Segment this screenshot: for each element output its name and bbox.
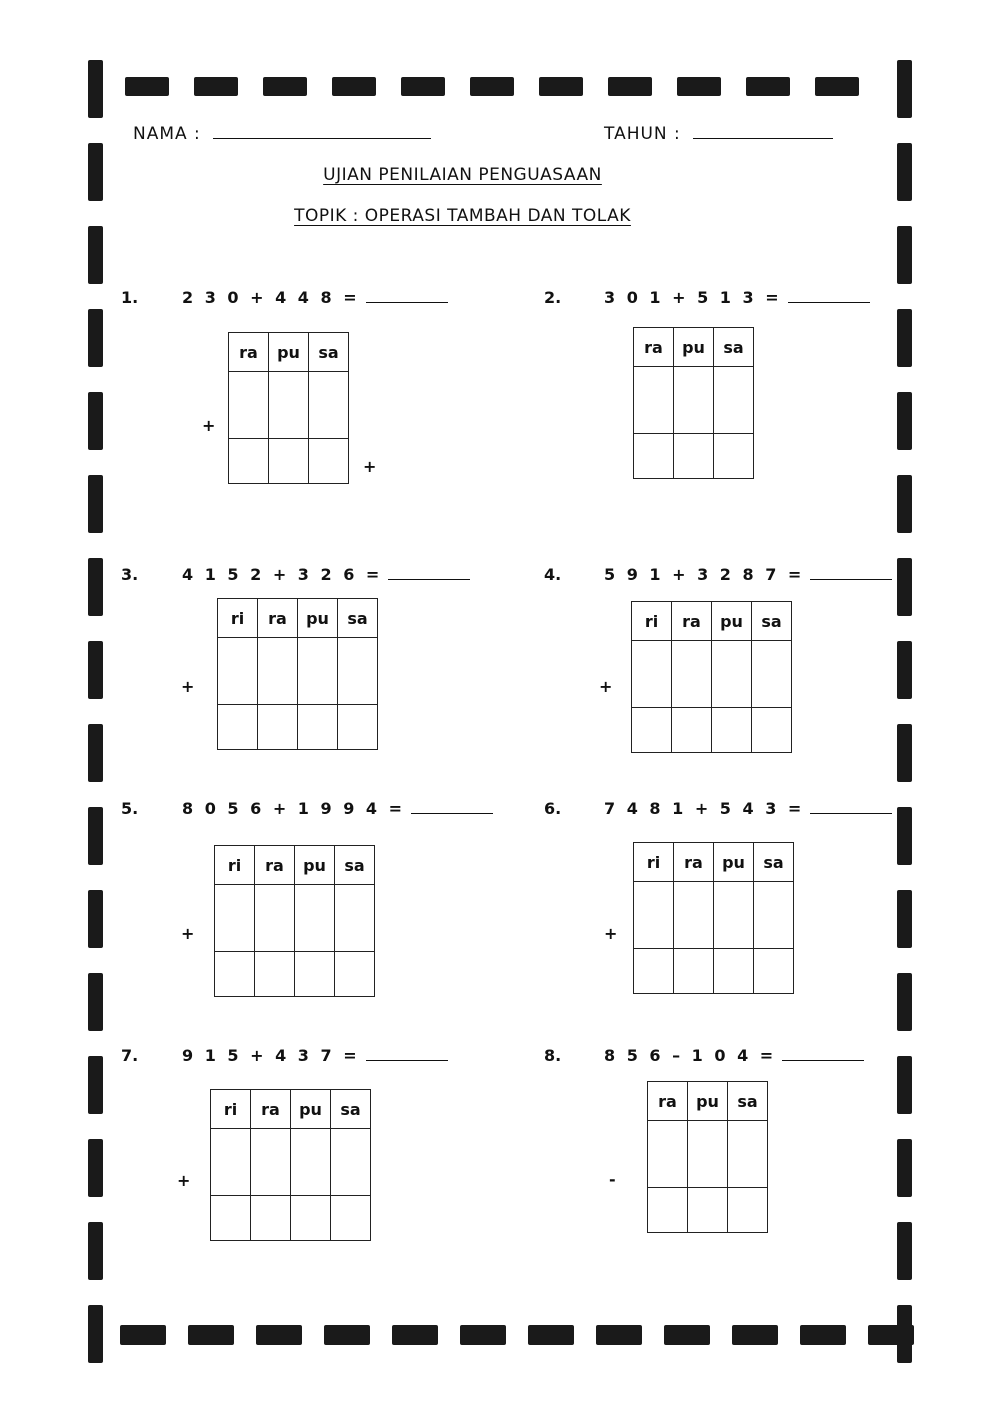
border-dash xyxy=(897,724,912,782)
border-dash xyxy=(120,1325,166,1345)
grid-answer-row xyxy=(218,705,378,750)
operation-sign: + xyxy=(599,677,613,696)
place-value-label: ra xyxy=(251,1090,291,1129)
border-dash xyxy=(88,309,103,367)
operation-sign: + xyxy=(604,924,618,943)
question-expression xyxy=(182,565,470,584)
place-value-label: pu xyxy=(291,1090,331,1129)
place-value-label: ra xyxy=(229,333,269,372)
place-value-label: ra xyxy=(674,843,714,882)
grid-cell[interactable] xyxy=(714,949,754,994)
grid-cell[interactable] xyxy=(258,638,298,705)
border-dash xyxy=(897,641,912,699)
grid-cell[interactable] xyxy=(632,641,672,708)
border-dash xyxy=(746,77,790,96)
place-value-label: pu xyxy=(269,333,309,372)
grid-work-row xyxy=(229,372,349,439)
grid-cell[interactable] xyxy=(291,1196,331,1241)
place-value-label: ri xyxy=(218,599,258,638)
grid-header-row xyxy=(634,328,754,367)
place-value-label: pu xyxy=(674,328,714,367)
place-value-grid xyxy=(633,327,754,479)
grid-header-row xyxy=(634,843,794,882)
grid-cell[interactable] xyxy=(634,434,674,479)
place-value-grid xyxy=(217,598,378,750)
grid-cell[interactable] xyxy=(712,708,752,753)
question-expression xyxy=(182,799,493,818)
year-input-line[interactable] xyxy=(693,122,833,139)
page-subtitle: TOPIK : OPERASI TAMBAH DAN TOLAK xyxy=(294,206,631,226)
place-value-label: ri xyxy=(634,843,674,882)
grid-answer-row xyxy=(211,1196,371,1241)
grid-cell[interactable] xyxy=(215,885,255,952)
border-dash xyxy=(324,1325,370,1345)
border-dash xyxy=(392,1325,438,1345)
question-number: 5. xyxy=(121,799,139,818)
grid-cell[interactable] xyxy=(309,372,349,439)
grid-cell[interactable] xyxy=(688,1188,728,1233)
grid-answer-row xyxy=(632,708,792,753)
question-expression xyxy=(182,288,448,307)
question-number: 7. xyxy=(121,1046,139,1065)
grid-work-row xyxy=(218,638,378,705)
grid-work-row xyxy=(211,1129,371,1196)
answer-input-line[interactable] xyxy=(782,1046,864,1061)
border-dash xyxy=(677,77,721,96)
place-value-label: sa xyxy=(338,599,378,638)
grid-cell[interactable] xyxy=(229,439,269,484)
grid-cell[interactable] xyxy=(338,638,378,705)
grid-cell[interactable] xyxy=(728,1121,768,1188)
border-dash xyxy=(815,77,859,96)
border-dash xyxy=(88,973,103,1031)
border-dash xyxy=(88,1056,103,1114)
answer-input-line[interactable] xyxy=(788,288,870,303)
question-expression xyxy=(604,565,892,584)
place-value-label: ra xyxy=(258,599,298,638)
border-dash xyxy=(88,1222,103,1280)
grid-cell[interactable] xyxy=(634,882,674,949)
place-value-label: sa xyxy=(752,602,792,641)
grid-cell[interactable] xyxy=(291,1129,331,1196)
operation-sign: + xyxy=(181,677,195,696)
question-expression xyxy=(182,1046,448,1065)
grid-cell[interactable] xyxy=(295,952,335,997)
grid-answer-row xyxy=(634,434,754,479)
border-dash xyxy=(88,392,103,450)
grid-work-row xyxy=(632,641,792,708)
operation-sign: + xyxy=(181,924,195,943)
grid-cell[interactable] xyxy=(335,885,375,952)
grid-cell[interactable] xyxy=(215,952,255,997)
border-dash xyxy=(897,973,912,1031)
grid-cell[interactable] xyxy=(648,1121,688,1188)
grid-cell[interactable] xyxy=(309,439,349,484)
border-dash xyxy=(897,1305,912,1363)
answer-input-line[interactable] xyxy=(810,565,892,580)
name-label: NAMA : xyxy=(133,124,201,144)
place-value-label: ri xyxy=(632,602,672,641)
grid-answer-row xyxy=(215,952,375,997)
border-dash xyxy=(88,724,103,782)
grid-cell[interactable] xyxy=(298,705,338,750)
grid-cell[interactable] xyxy=(258,705,298,750)
border-dash xyxy=(263,77,307,96)
place-value-label: sa xyxy=(714,328,754,367)
border-dash xyxy=(88,60,103,118)
grid-cell[interactable] xyxy=(754,949,794,994)
operation-sign: + xyxy=(202,416,216,435)
border-dash xyxy=(88,890,103,948)
place-value-label: pu xyxy=(295,846,335,885)
grid-answer-row xyxy=(648,1188,768,1233)
place-value-label: sa xyxy=(728,1082,768,1121)
expression-text: 9 1 5 + 4 3 7 = xyxy=(182,1046,360,1065)
place-value-label: ra xyxy=(648,1082,688,1121)
border-dash xyxy=(897,392,912,450)
grid-cell[interactable] xyxy=(251,1129,291,1196)
grid-cell[interactable] xyxy=(712,641,752,708)
border-dash xyxy=(256,1325,302,1345)
grid-header-row xyxy=(648,1082,768,1121)
border-dash xyxy=(88,1139,103,1197)
grid-cell[interactable] xyxy=(298,638,338,705)
border-dash xyxy=(539,77,583,96)
grid-header-row xyxy=(229,333,349,372)
grid-header-row xyxy=(211,1090,371,1129)
grid-cell[interactable] xyxy=(648,1188,688,1233)
place-value-label: sa xyxy=(754,843,794,882)
place-value-label: sa xyxy=(331,1090,371,1129)
border-dash xyxy=(800,1325,846,1345)
place-value-label: ra xyxy=(634,328,674,367)
border-dash xyxy=(897,475,912,533)
grid-cell[interactable] xyxy=(674,882,714,949)
place-value-label: ri xyxy=(211,1090,251,1129)
border-dash xyxy=(897,1056,912,1114)
grid-work-row xyxy=(634,367,754,434)
expression-text: 8 0 5 6 + 1 9 9 4 = xyxy=(182,799,406,818)
border-dash xyxy=(897,309,912,367)
question-number: 6. xyxy=(544,799,562,818)
grid-header-row xyxy=(215,846,375,885)
grid-cell[interactable] xyxy=(634,949,674,994)
border-dash xyxy=(897,1222,912,1280)
question-expression xyxy=(604,1046,864,1065)
place-value-grid xyxy=(210,1089,371,1241)
grid-cell[interactable] xyxy=(218,705,258,750)
question-expression xyxy=(604,799,892,818)
border-dash xyxy=(194,77,238,96)
answer-input-line[interactable] xyxy=(388,565,470,580)
border-dash xyxy=(88,641,103,699)
place-value-grid xyxy=(633,842,794,994)
place-value-label: ri xyxy=(215,846,255,885)
expression-text: 7 4 8 1 + 5 4 3 = xyxy=(604,799,805,818)
expression-text: 8 5 6 – 1 0 4 = xyxy=(604,1046,777,1065)
place-value-grid xyxy=(631,601,792,753)
border-dash xyxy=(897,60,912,118)
grid-answer-row xyxy=(229,439,349,484)
grid-cell[interactable] xyxy=(728,1188,768,1233)
grid-cell[interactable] xyxy=(255,885,295,952)
expression-text: 5 9 1 + 3 2 8 7 = xyxy=(604,565,805,584)
name-input-line[interactable] xyxy=(213,122,431,139)
place-value-label: pu xyxy=(712,602,752,641)
grid-answer-row xyxy=(634,949,794,994)
grid-cell[interactable] xyxy=(632,708,672,753)
grid-header-row xyxy=(218,599,378,638)
grid-cell[interactable] xyxy=(714,367,754,434)
grid-header-row xyxy=(632,602,792,641)
border-dash xyxy=(897,807,912,865)
grid-cell[interactable] xyxy=(269,372,309,439)
question-number: 2. xyxy=(544,288,562,307)
place-value-grid xyxy=(647,1081,768,1233)
question-expression xyxy=(604,288,870,307)
place-value-label: pu xyxy=(714,843,754,882)
grid-cell[interactable] xyxy=(211,1196,251,1241)
border-dash xyxy=(897,890,912,948)
border-dash xyxy=(88,475,103,533)
place-value-label: pu xyxy=(688,1082,728,1121)
year-label: TAHUN : xyxy=(604,124,681,144)
answer-input-line[interactable] xyxy=(411,799,493,814)
grid-cell[interactable] xyxy=(331,1196,371,1241)
grid-work-row xyxy=(215,885,375,952)
grid-cell[interactable] xyxy=(714,434,754,479)
grid-cell[interactable] xyxy=(688,1121,728,1188)
year-field-row xyxy=(604,122,833,144)
operation-sign: - xyxy=(609,1170,616,1189)
answer-input-line[interactable] xyxy=(366,1046,448,1061)
grid-cell[interactable] xyxy=(338,705,378,750)
grid-cell[interactable] xyxy=(634,367,674,434)
answer-input-line[interactable] xyxy=(366,288,448,303)
grid-cell[interactable] xyxy=(754,882,794,949)
operation-sign: + xyxy=(177,1171,191,1190)
grid-cell[interactable] xyxy=(672,708,712,753)
question-number: 8. xyxy=(544,1046,562,1065)
border-dash xyxy=(470,77,514,96)
expression-text: 4 1 5 2 + 3 2 6 = xyxy=(182,565,383,584)
question-number: 3. xyxy=(121,565,139,584)
operation-sign-extra: + xyxy=(363,457,377,476)
grid-cell[interactable] xyxy=(752,708,792,753)
page-title: UJIAN PENILAIAN PENGUASAAN xyxy=(323,165,602,185)
expression-text: 2 3 0 + 4 4 8 = xyxy=(182,288,360,307)
border-dash xyxy=(401,77,445,96)
grid-work-row xyxy=(634,882,794,949)
grid-cell[interactable] xyxy=(251,1196,291,1241)
border-dash xyxy=(732,1325,778,1345)
border-dash xyxy=(88,226,103,284)
grid-work-row xyxy=(648,1121,768,1188)
grid-cell[interactable] xyxy=(255,952,295,997)
expression-text: 3 0 1 + 5 1 3 = xyxy=(604,288,782,307)
grid-cell[interactable] xyxy=(229,372,269,439)
place-value-label: sa xyxy=(309,333,349,372)
grid-cell[interactable] xyxy=(672,641,712,708)
place-value-label: sa xyxy=(335,846,375,885)
place-value-label: ra xyxy=(255,846,295,885)
name-field-row xyxy=(133,122,431,144)
place-value-label: ra xyxy=(672,602,712,641)
border-dash xyxy=(332,77,376,96)
grid-cell[interactable] xyxy=(674,367,714,434)
border-dash xyxy=(897,1139,912,1197)
place-value-grid xyxy=(228,332,349,484)
place-value-grid xyxy=(214,845,375,997)
grid-cell[interactable] xyxy=(674,434,714,479)
border-dash xyxy=(88,1305,103,1363)
border-dash xyxy=(608,77,652,96)
grid-cell[interactable] xyxy=(211,1129,251,1196)
question-number: 4. xyxy=(544,565,562,584)
border-dash xyxy=(88,558,103,616)
border-dash xyxy=(188,1325,234,1345)
answer-input-line[interactable] xyxy=(810,799,892,814)
grid-cell[interactable] xyxy=(218,638,258,705)
grid-cell[interactable] xyxy=(335,952,375,997)
grid-cell[interactable] xyxy=(674,949,714,994)
border-dash xyxy=(528,1325,574,1345)
grid-cell[interactable] xyxy=(714,882,754,949)
question-number: 1. xyxy=(121,288,139,307)
border-dash xyxy=(897,226,912,284)
border-dash xyxy=(664,1325,710,1345)
border-dash xyxy=(897,558,912,616)
border-dash xyxy=(125,77,169,96)
border-dash xyxy=(596,1325,642,1345)
grid-cell[interactable] xyxy=(331,1129,371,1196)
grid-cell[interactable] xyxy=(752,641,792,708)
border-dash xyxy=(460,1325,506,1345)
border-dash xyxy=(88,807,103,865)
place-value-label: pu xyxy=(298,599,338,638)
grid-cell[interactable] xyxy=(269,439,309,484)
grid-cell[interactable] xyxy=(295,885,335,952)
